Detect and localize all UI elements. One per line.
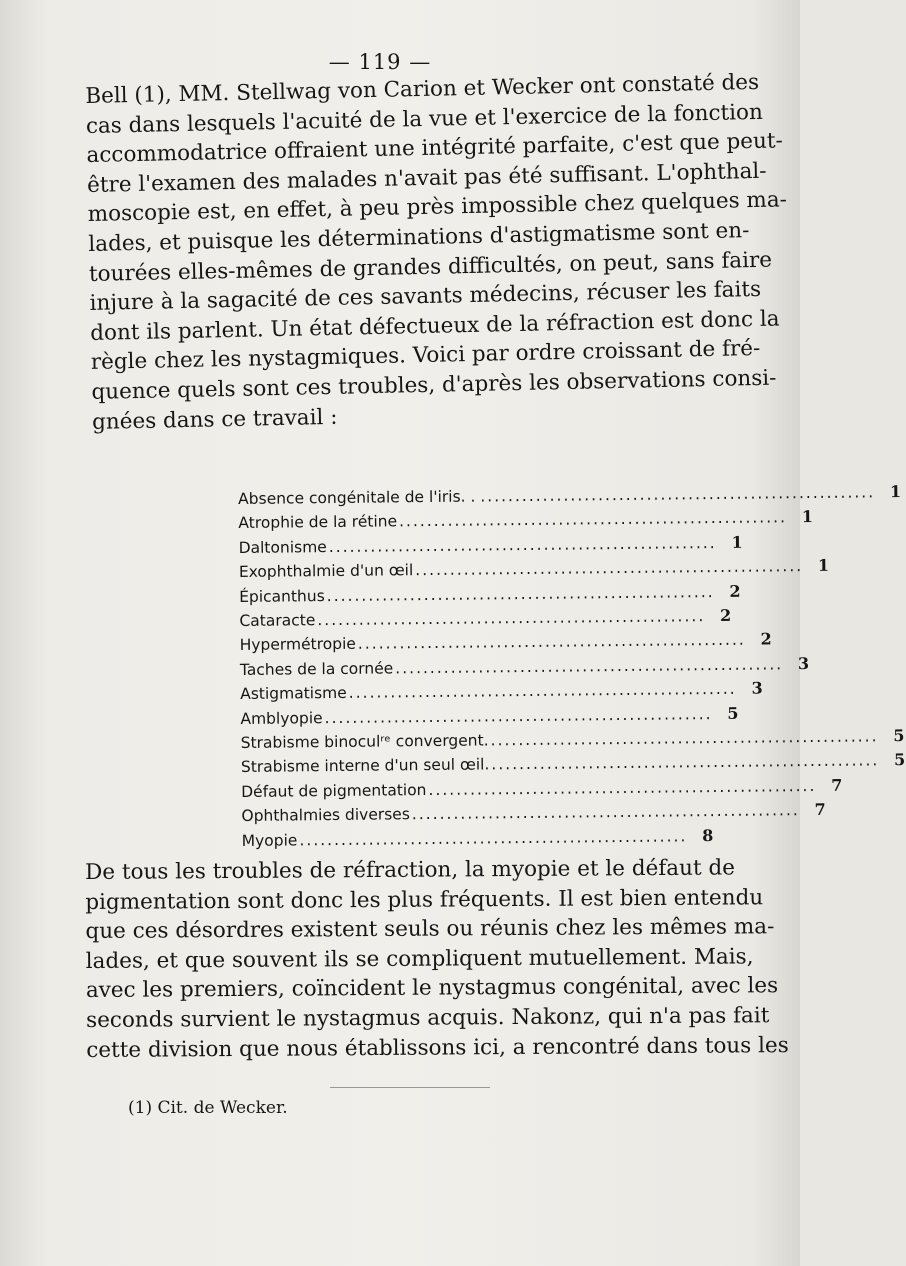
text-line: tourées elles-mêmes de grandes difficultés, on peut, sans faire (88, 247, 773, 287)
trouble-name: Épicanthus (239, 586, 325, 606)
list-item (241, 775, 843, 804)
page-number: — 119 — (328, 50, 432, 74)
trouble-name: Daltonisme (238, 537, 327, 557)
trouble-count: 3 (751, 678, 763, 698)
list-item (239, 653, 810, 682)
trouble-name: Taches de la cornée (239, 659, 394, 679)
leader-dots (415, 554, 803, 582)
trouble-name: Absence congénitale de l'iris. . . (238, 487, 486, 508)
leader-dots (487, 480, 875, 508)
trouble-count: 2 (729, 581, 741, 601)
list-item (240, 726, 905, 756)
trouble-count: 7 (831, 775, 843, 795)
list-item (238, 556, 830, 585)
text-line: moscopie est, en effet, à peu près impossible chez quelques ma- (87, 187, 788, 228)
footnote: (1) Cit. de Wecker. (128, 1098, 288, 1118)
text-line: être l'examen des malades n'avait pas été suffisant. L'ophthal- (86, 158, 767, 198)
list-item (240, 678, 763, 707)
text-line: pigmentation sont donc les plus fréquents. Il est bien entendu (85, 884, 764, 915)
text-line: lades, et que souvent ils se compliquent mutuellement. Mais, (85, 944, 754, 974)
text-line: que ces désordres existent seuls ou réunis chez les mêmes ma- (85, 914, 775, 945)
paragraph-conclusion (85, 854, 789, 1065)
text-line: gnées dans ce travail : (91, 404, 338, 435)
trouble-count: 7 (814, 800, 826, 820)
text-line: cette division que nous établissons ici, a rencontré dans tous les (86, 1032, 789, 1063)
text-line: avec les premiers, coïncident le nystagmus congénital, avec les (85, 973, 779, 1004)
trouble-name: Défaut de pigmentation (241, 780, 427, 801)
list-item (239, 629, 772, 658)
trouble-name: Strabisme interne d'un seul œil. (240, 755, 490, 777)
trouble-count: 5 (893, 726, 905, 746)
trouble-name: Amblyopie (240, 708, 323, 728)
trouble-count: 5 (727, 703, 739, 723)
text-line: accommodatrice offraient une intégrité parfaite, c'est que peut- (86, 128, 784, 169)
trouble-name: Cataracte (239, 611, 316, 631)
text-line: dont ils parlent. Un état défectueux de la réfraction est donc la (90, 306, 780, 346)
trouble-count: 5 (894, 750, 906, 770)
trouble-count: 2 (760, 629, 772, 649)
list-item (241, 800, 826, 829)
text-line: seconds survient le nystagmus acquis. Nakonz, qui n'a pas fait (86, 1003, 770, 1033)
trouble-count: 1 (731, 532, 743, 552)
trouble-name: Hypermétropie (239, 635, 356, 655)
trouble-count: 2 (719, 605, 732, 625)
trouble-count: 1 (801, 507, 814, 527)
trouble-name: Strabisme binoculʳᵉ convergent. (240, 731, 489, 753)
list-item (240, 703, 739, 731)
text-line: règle chez les nystagmiques. Voici par ordre croissant de fré- (90, 336, 761, 376)
trouble-count: 8 (702, 825, 714, 845)
list-item (240, 750, 906, 780)
refraction-troubles-list (238, 482, 906, 854)
trouble-name: Atrophie de la rétine (238, 512, 398, 533)
text-line: cas dans lesquels l'acuité de la vue et l'exercice de la fonction (85, 99, 764, 139)
text-line: quence quels sont ces troubles, d'après les observations consi- (91, 365, 777, 405)
list-item (238, 507, 814, 536)
text-line: De tous les troubles de réfraction, la myopie et le défaut de (85, 855, 735, 885)
leader-dots (299, 824, 687, 852)
trouble-count: 1 (817, 556, 830, 576)
text-line: injure à la sagacité de ces savants médecins, récuser les faits (89, 277, 762, 317)
trouble-name: Astigmatisme (240, 684, 347, 704)
paragraph-refraction-intro (85, 69, 788, 437)
trouble-count: 3 (797, 653, 810, 673)
footnote-divider (330, 1087, 490, 1088)
list-item (238, 482, 902, 512)
trouble-name: Ophthalmies diverses (241, 805, 410, 826)
leader-dots (412, 798, 800, 826)
text-line: lades, et puisque les déterminations d'astigmatisme sont en- (88, 218, 750, 257)
text-line: Bell (1), MM. Stellwag von Carion et Wecker ont constaté des (85, 69, 760, 109)
list-item (241, 825, 714, 853)
list-item (238, 532, 743, 560)
list-item (239, 605, 732, 634)
trouble-count: 1 (889, 482, 902, 502)
list-item (239, 581, 741, 609)
trouble-name: Myopie (241, 831, 298, 850)
trouble-name: Exophthalmie d'un œil (238, 561, 414, 582)
